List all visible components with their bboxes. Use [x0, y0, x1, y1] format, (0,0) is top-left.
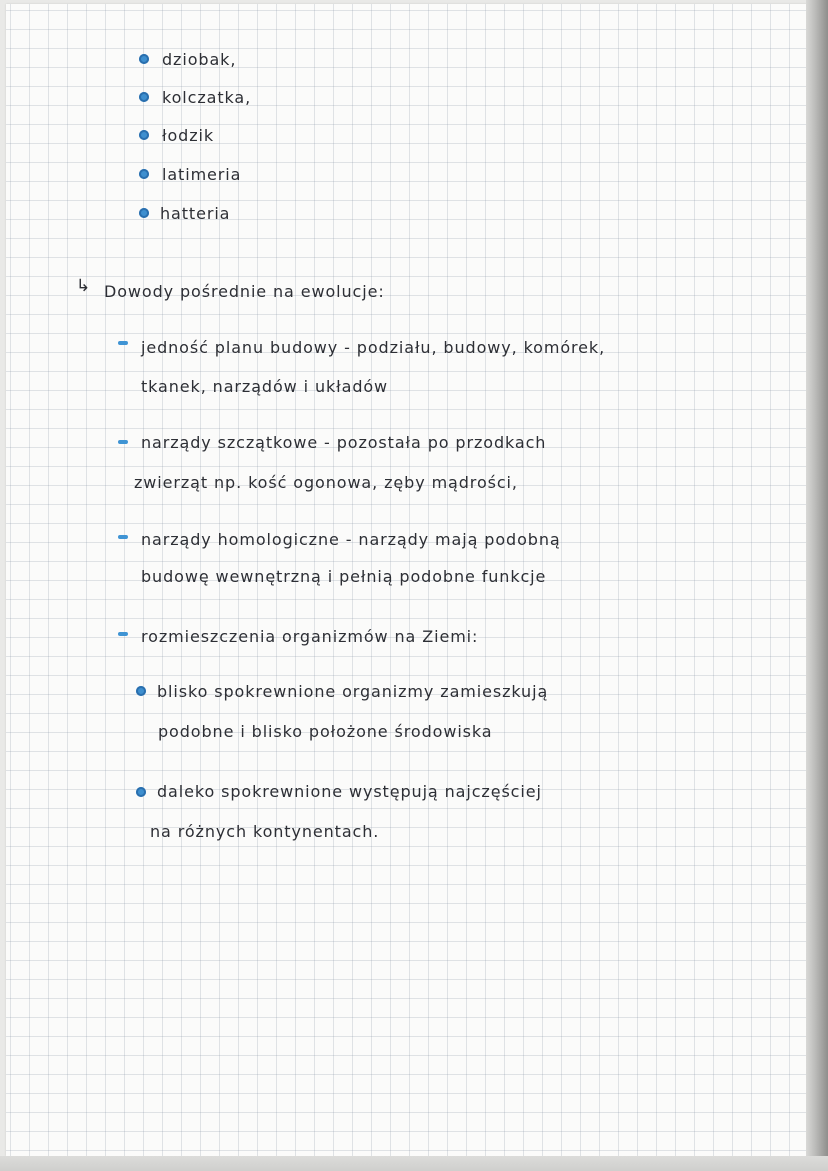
sub-point-line: blisko spokrewnione organizmy zamieszkują — [157, 682, 549, 701]
point-line: narządy homologiczne - narządy mają podobną — [141, 530, 561, 549]
bullet-dot-icon — [136, 686, 146, 696]
list-item: dziobak, — [162, 50, 237, 69]
sub-point-line: na różnych kontynentach. — [150, 822, 380, 841]
list-item: latimeria — [162, 165, 242, 184]
page-edge-shadow — [806, 0, 828, 1160]
return-arrow-icon: ↳ — [76, 276, 91, 296]
list-item: kolczatka, — [162, 88, 252, 107]
list-item: hatteria — [160, 204, 231, 223]
bullet-dot-icon — [139, 169, 149, 179]
point-line: zwierząt np. kość ogonowa, zęby mądrości, — [134, 473, 518, 492]
sub-point-line: daleko spokrewnione występują najczęściej — [157, 782, 542, 801]
bullet-dash-icon — [118, 341, 128, 345]
bullet-dot-icon — [139, 92, 149, 102]
bullet-dash-icon — [118, 440, 128, 444]
bullet-dot-icon — [139, 54, 149, 64]
section-heading: Dowody pośrednie na ewolucje: — [104, 282, 385, 301]
point-line: tkanek, narządów i układów — [141, 377, 389, 396]
point-line: jedność planu budowy - podziału, budowy, komórek, — [141, 338, 606, 357]
point-line: narządy szczątkowe - pozostała po przodkach — [141, 433, 547, 452]
bullet-dash-icon — [118, 632, 128, 636]
bullet-dash-icon — [118, 535, 128, 539]
bullet-dot-icon — [139, 208, 149, 218]
page-bottom-edge — [0, 1156, 828, 1171]
list-item: łodzik — [162, 126, 215, 145]
point-line: rozmieszczenia organizmów na Ziemi: — [141, 627, 479, 646]
point-line: budowę wewnętrzną i pełnią podobne funkcje — [141, 567, 547, 586]
bullet-dot-icon — [136, 787, 146, 797]
bullet-dot-icon — [139, 130, 149, 140]
sub-point-line: podobne i blisko położone środowiska — [158, 722, 493, 741]
